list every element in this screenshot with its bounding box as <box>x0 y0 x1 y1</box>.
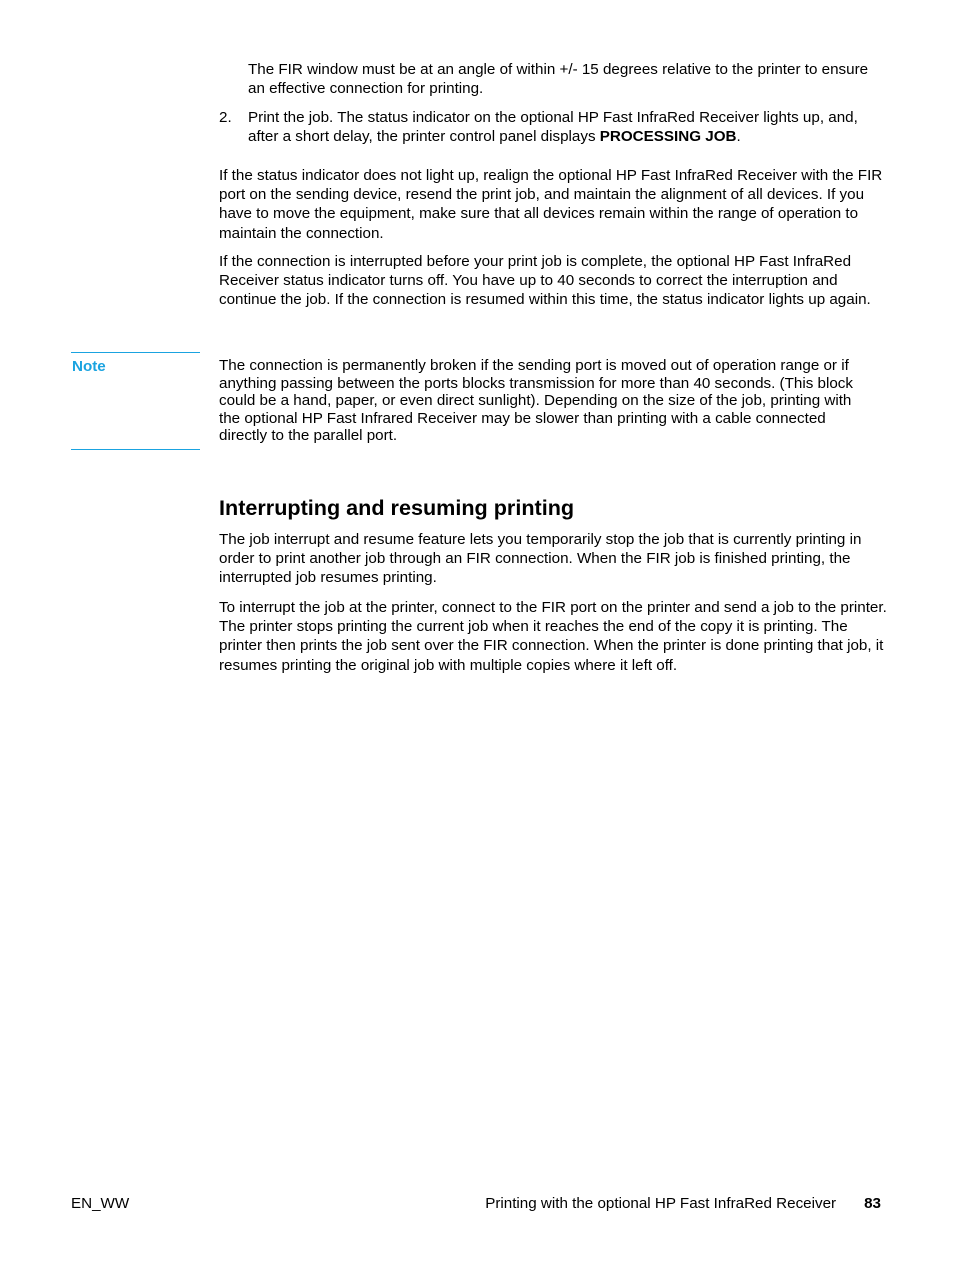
note-text: The connection is permanently broken if the sending port is moved out of operation range or if anything passing between the ports blocks transmission for more than 40 seconds. (This block could be a hand, paper, or even direct sunlight). Depending on the size of the job, printing with the optional HP Fast Infrared Receiver may be slower than printing with a cable connected directly to the parallel port. <box>219 357 853 445</box>
page-number: 83 <box>864 1195 881 1212</box>
footer-right <box>485 1194 881 1213</box>
note-label: Note <box>72 358 106 375</box>
step-continuation-text: The FIR window must be at an angle of within +/- 15 degrees relative to the printer to ensure an effective connection for printing. <box>248 61 869 98</box>
step-2 <box>219 108 889 146</box>
section-heading: Interrupting and resuming printing <box>219 495 575 520</box>
footer-locale: EN_WW <box>71 1195 130 1212</box>
step-text-main: Print the job. The status indicator on the optional HP Fast InfraRed Receiver lights up, and, after a short delay, the printer control panel displays <box>248 109 858 146</box>
step-text-end: . <box>736 128 741 146</box>
step-number: 2. <box>219 109 232 126</box>
paragraph-realign: If the status indicator does not light up, realign the optional HP Fast InfraRed Receiver with the FIR port on the sending device, resend the print job, and maintain the alignment of all devices. If you have to move the equipment, make sure that all devices remain within the range of operation to maintain the connection. <box>219 167 883 242</box>
section-paragraph-2: To interrupt the job at the printer, connect to the FIR port on the printer and send a job to the printer. The printer stops printing the current job when it reaches the end of the copy it is printing. The printer then prints the job sent over the FIR connection. When the printer is done printing that job, it resumes printing the original job with multiple copies where it left off. <box>219 599 887 674</box>
footer-chapter-title: Printing with the optional HP Fast InfraRed Receiver <box>485 1195 837 1212</box>
note-bottom-rule <box>71 449 200 450</box>
paragraph-interrupted: If the connection is interrupted before your print job is complete, the optional HP Fast InfraRed Receiver status indicator turns off. You have up to 40 seconds to correct the interruption and continue the job. If the connection is resumed within this time, the status indicator lights up again. <box>219 253 871 309</box>
note-top-rule <box>71 352 200 353</box>
step-display-message: PROCESSING JOB <box>599 128 737 146</box>
step-text <box>248 108 889 146</box>
section-paragraph-1: The job interrupt and resume feature lets you temporarily stop the job that is currently printing in order to print another job through an FIR connection. When the FIR job is finished printing, the interrupted job resumes printing. <box>219 531 862 587</box>
